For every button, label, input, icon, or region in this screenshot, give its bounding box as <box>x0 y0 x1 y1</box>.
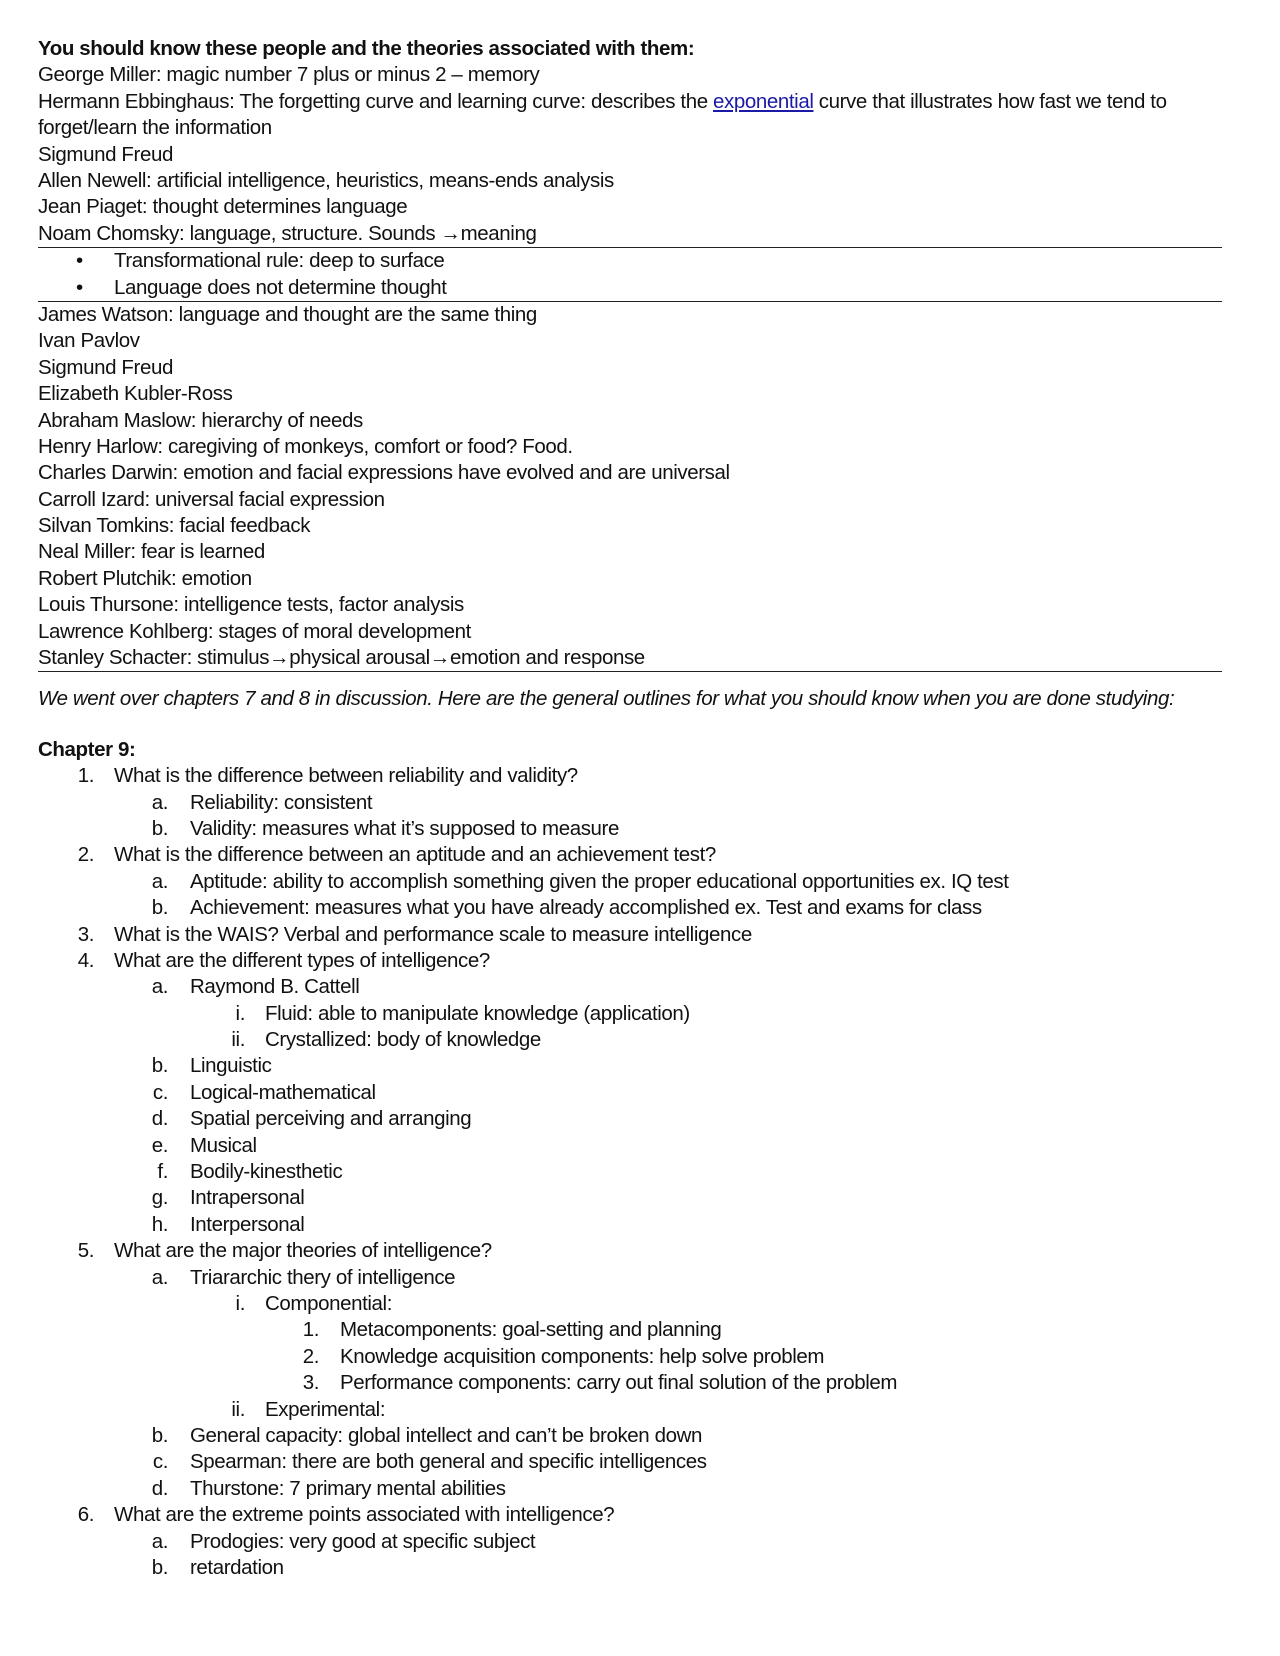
person-entry: Elizabeth Kubler-Ross <box>38 382 233 406</box>
outline-item <box>38 1449 1222 1475</box>
outline-marker: a. <box>151 790 168 814</box>
outline-text: Achievement: measures what you have already accomplished ex. Test and exams for class <box>190 896 982 920</box>
people-list <box>38 302 1222 671</box>
outline-text: Fluid: able to manipulate knowledge (application) <box>265 1001 690 1025</box>
outline-marker: 4. <box>77 948 94 972</box>
outline-item <box>38 1423 1222 1449</box>
person-entry: Carroll Izard: universal facial expression <box>38 487 385 511</box>
outline-marker: b. <box>151 896 168 920</box>
outline-marker: ii. <box>231 1397 245 1421</box>
outline-item <box>38 1133 1222 1159</box>
outline-text: Componential: <box>265 1292 392 1315</box>
outline-item <box>38 842 1222 868</box>
outline-marker: c. <box>152 1450 168 1474</box>
outline-item <box>38 1212 1222 1238</box>
person-entry: Neal Miller: fear is learned <box>38 540 265 564</box>
outline-item <box>38 816 1222 842</box>
chomsky-bullet <box>38 248 1222 274</box>
outline-item <box>38 1397 1222 1423</box>
outline-text: What is the WAIS? Verbal and performance scale to measure intelligence <box>114 922 752 946</box>
outline-text: Bodily-kinesthetic <box>190 1160 343 1184</box>
outline-text: Knowledge acquisition components: help solve problem <box>340 1344 825 1368</box>
outline-text: Prodogies: very good at specific subject <box>190 1529 536 1553</box>
outline-text: Aptitude: ability to accomplish something given the proper educational opportunities ex. IQ test <box>190 869 1009 893</box>
outline-text: Crystallized: body of knowledge <box>265 1028 541 1052</box>
outline-marker: 2. <box>302 1344 319 1368</box>
outline-item <box>38 1317 1222 1343</box>
outline-marker: 3. <box>302 1371 319 1395</box>
person-entry: Stanley Schacter: stimulus→physical arousal→emotion and response <box>38 646 645 670</box>
outline-marker: a. <box>151 869 168 893</box>
outline-item <box>38 1080 1222 1106</box>
outline-text: Performance components: carry out final solution of the problem <box>340 1371 898 1395</box>
outline-item <box>38 1027 1222 1053</box>
outline-item <box>38 1476 1222 1502</box>
person-newell: Allen Newell: artificial intelligence, heuristics, means-ends analysis <box>38 168 614 192</box>
outline-item <box>38 1529 1222 1555</box>
outline-text: Validity: measures what it’s supposed to measure <box>190 816 619 840</box>
outline-item <box>38 869 1222 895</box>
outline-marker: f. <box>157 1160 168 1184</box>
outline-item <box>38 1265 1222 1291</box>
outline-item <box>38 1001 1222 1027</box>
exponential-link[interactable]: exponential <box>713 89 814 113</box>
outline-text: What are the extreme points associated with intelligence? <box>114 1503 615 1527</box>
outline-marker: a. <box>151 1265 168 1289</box>
person-entry: Henry Harlow: caregiving of monkeys, comfort or food? Food. <box>38 434 573 458</box>
person-entry: Sigmund Freud <box>38 355 173 379</box>
person-ebbinghaus <box>38 89 1222 142</box>
outline-item <box>38 1291 1222 1317</box>
outline-marker: d. <box>151 1107 168 1131</box>
person-piaget: Jean Piaget: thought determines language <box>38 195 408 219</box>
outline-text: What is the difference between an aptitude and an achievement test? <box>114 843 716 867</box>
outline-item <box>38 922 1222 948</box>
outline-marker: a. <box>151 1529 168 1553</box>
outline-item <box>38 1159 1222 1185</box>
outline-text: Metacomponents: goal-setting and planning <box>340 1318 722 1342</box>
person-freud: Sigmund Freud <box>38 142 173 166</box>
outline-text: Interpersonal <box>190 1212 305 1236</box>
outline-item <box>38 763 1222 789</box>
person-entry: James Watson: language and thought are the same thing <box>38 302 537 326</box>
person-entry: Ivan Pavlov <box>38 329 140 353</box>
discussion-note: We went over chapters 7 and 8 in discussion. Here are the general outlines for what you should know when you are done studying: <box>38 687 1175 711</box>
outline-marker: 3. <box>77 922 94 946</box>
outline-item <box>38 1502 1222 1528</box>
ebbinghaus-text-end: curve that illustrates how fast we tend to forget/learn the information <box>38 89 1167 140</box>
outline-marker: e. <box>151 1133 168 1157</box>
bullet-icon: • <box>76 249 83 273</box>
outline-text: Linguistic <box>190 1054 272 1078</box>
person-entry: Robert Plutchik: emotion <box>38 566 252 590</box>
people-heading: You should know these people and the theories associated with them: <box>38 37 695 60</box>
outline-item <box>38 948 1222 974</box>
bullet-text: Transformational rule: deep to surface <box>114 249 445 273</box>
outline-marker: i. <box>235 1292 245 1315</box>
outline-item <box>38 1106 1222 1132</box>
outline-text: Triararchic thery of intelligence <box>190 1265 456 1289</box>
outline-marker: 2. <box>77 843 94 867</box>
outline-marker: c. <box>152 1080 168 1104</box>
outline-text: Spearman: there are both general and specific intelligences <box>190 1450 707 1474</box>
outline-item <box>38 1555 1222 1581</box>
outline-text: Reliability: consistent <box>190 790 373 814</box>
person-entry: Louis Thursone: intelligence tests, factor analysis <box>38 593 464 617</box>
outline-marker: d. <box>151 1476 168 1500</box>
outline-marker: b. <box>151 1555 168 1579</box>
chapter-9-heading: Chapter 9: <box>38 737 136 761</box>
outline-text: Intrapersonal <box>190 1186 305 1210</box>
bullet-icon: • <box>76 275 83 299</box>
outline-marker: 5. <box>77 1239 94 1263</box>
outline-item <box>38 1238 1222 1264</box>
outline-text: Thurstone: 7 primary mental abilities <box>190 1476 506 1500</box>
person-miller: George Miller: magic number 7 plus or minus 2 – memory <box>38 63 540 87</box>
outline-text: retardation <box>190 1555 284 1579</box>
outline-text: What are the different types of intelligence? <box>114 948 490 972</box>
outline-text: Spatial perceiving and arranging <box>190 1107 472 1131</box>
person-entry: Lawrence Kohlberg: stages of moral development <box>38 619 471 643</box>
bullet-text: Language does not determine thought <box>114 275 447 299</box>
outline-item <box>38 895 1222 921</box>
outline-marker: b. <box>151 1054 168 1078</box>
outline-marker: b. <box>151 1423 168 1447</box>
ebbinghaus-text-start: Hermann Ebbinghaus: The forgetting curve and learning curve: describes the <box>38 89 714 113</box>
outline-marker: a. <box>151 975 168 999</box>
outline-marker: i. <box>235 1001 245 1025</box>
person-entry: Abraham Maslow: hierarchy of needs <box>38 408 363 432</box>
outline-marker: 1. <box>77 764 94 788</box>
chomsky-bullet <box>38 275 1222 301</box>
outline-marker: g. <box>151 1186 168 1210</box>
outline-text: Experimental: <box>265 1397 386 1421</box>
outline-text: What are the major theories of intelligence? <box>114 1239 492 1263</box>
outline-item <box>38 1185 1222 1211</box>
person-entry: Charles Darwin: emotion and facial expressions have evolved and are universal <box>38 461 730 485</box>
outline-text: Musical <box>190 1133 257 1157</box>
outline-marker: 1. <box>302 1318 319 1342</box>
outline-text: What is the difference between reliability and validity? <box>114 764 578 788</box>
outline-text: Raymond B. Cattell <box>190 975 360 999</box>
outline-text: General capacity: global intellect and can’t be broken down <box>190 1423 703 1447</box>
outline-marker: ii. <box>231 1028 245 1052</box>
outline-item <box>38 790 1222 816</box>
outline-item <box>38 1370 1222 1396</box>
outline-item <box>38 1344 1222 1370</box>
person-chomsky: Noam Chomsky: language, structure. Sounds →meaning <box>38 221 537 245</box>
outline-marker: 6. <box>77 1503 94 1527</box>
outline-item <box>38 1053 1222 1079</box>
chapter-9-outline <box>38 763 1222 1581</box>
outline-text: Logical-mathematical <box>190 1080 376 1104</box>
outline-marker: b. <box>151 816 168 840</box>
outline-marker: h. <box>151 1212 168 1236</box>
person-entry: Silvan Tomkins: facial feedback <box>38 514 311 538</box>
outline-item <box>38 974 1222 1000</box>
